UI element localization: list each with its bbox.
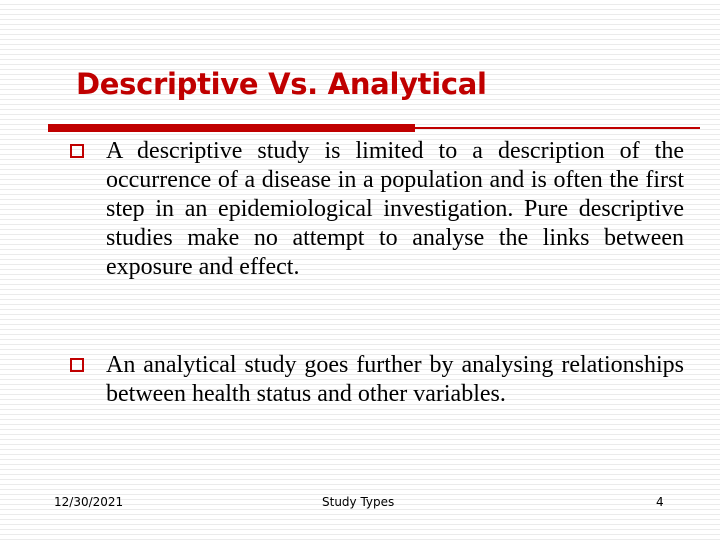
footer-date: 12/30/2021 — [54, 495, 124, 509]
title-underline-thick — [48, 124, 415, 132]
bullet-text-descriptive: A descriptive study is limited to a description of the occurrence of a disease in a population and is often the first step in an epidemiological investigation. Pure descriptive studies make no attempt to analyse the links between exposure and effect. — [106, 138, 684, 280]
footer-page-number: 4 — [656, 495, 664, 509]
slide-title: Descriptive Vs. Analytical — [76, 67, 487, 101]
hollow-square-bullet-icon — [70, 144, 84, 158]
title-underline-thin — [415, 127, 700, 129]
bullet-text-analytical: An analytical study goes further by analysing relationships between health status and other variables. — [106, 352, 684, 407]
footer-title: Study Types — [322, 495, 395, 509]
hollow-square-bullet-icon — [70, 358, 84, 372]
